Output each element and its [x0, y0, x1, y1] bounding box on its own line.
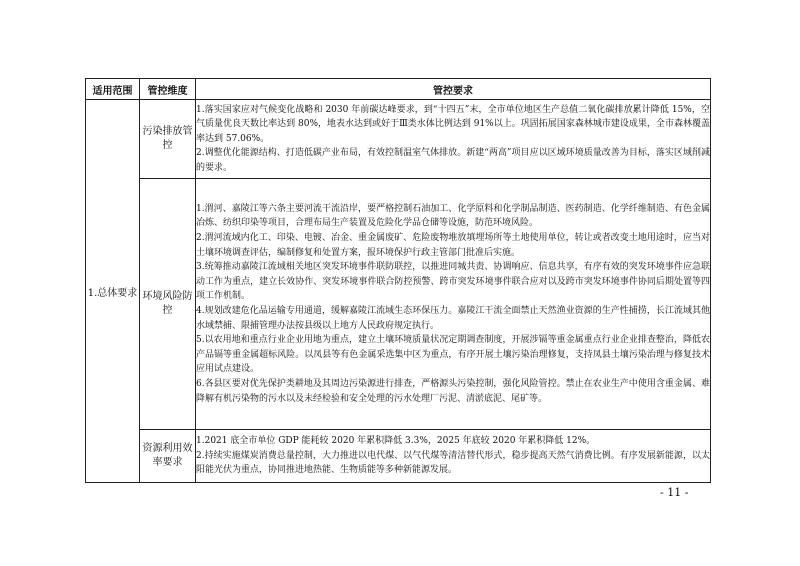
- dimension-cell: 资源利用效率要求: [140, 430, 196, 483]
- requirements-cell: [196, 179, 711, 430]
- requirement-item: 3.统筹推动嘉陵江流域相关地区突发环境事件联防联控，以推进同城共责、协调响应、信息共享，有序有效的突发环境事件应急联动工作为重点，建立长效协作、突发环境事件联合防控预警、跨市突发环境事件联合应对以及跨市突发环境事件协同后期处置等四项工作机制。: [196, 262, 710, 302]
- table-row: [86, 100, 711, 179]
- requirement-item: 4.规划改建危化品运输专用通道，缓解嘉陵江流域生态环保压力。嘉陵江干流全面禁止天然渔业资源的生产性捕捞，长江流域其他水域禁捕、限捕管理办法按县级以上地方人民政府规定执行。: [196, 306, 710, 331]
- requirement-item: 6.各县区要对优先保护类耕地及其周边污染源进行排查，严格源头污染控制，强化风险管控。禁止在农业生产中使用含重金属、难降解有机污染物的污水以及未经检验和安全处理的污水处理厂污泥、清淤底泥、尾矿等。: [196, 378, 710, 404]
- header-dimension: 管控维度: [140, 79, 196, 100]
- header-scope: 适用范围: [86, 79, 140, 100]
- dimension-cell: 环境风险防控: [140, 179, 196, 430]
- requirement-item: 2.调整优化能源结构、打造低碳产业布局，有效控制温室气体排放。新建“两高”项目应以区域环境质量改善为目标，落实区域削减的要求。: [196, 148, 710, 173]
- header-requirements: 管控要求: [196, 79, 711, 100]
- page-number: - 11 -: [660, 486, 689, 499]
- requirement-item: 2.渭河流域内化工、印染、电镀、冶金、重金属废矿、危险废物堆放填埋场所等土地使用单位，转让或者改变土地用途时，应当对土壤环境调查评估，编制修复和处置方案，报环境保护行政主管部门批准后实施。: [196, 233, 710, 258]
- requirement-item: 1.渭河、嘉陵江等六条主要河流干流沿岸，要严格控制石油加工、化学原料和化学制品制造、医药制造、化学纤维制造、有色金属冶炼、纺织印染等项目，合理布局生产装置及危险化学品仓储等设施，防范环境风险。: [196, 203, 710, 229]
- requirements-cell: [196, 100, 711, 179]
- requirement-item: 1.2021 底全市单位 GDP 能耗较 2020 年累积降低 3.3%，2025 年底较 2020 年累积降低 12%。: [196, 436, 596, 447]
- requirements-table: [85, 78, 711, 483]
- table-row: [86, 430, 711, 483]
- requirement-item: 5.以农用地和重点行业企业用地为重点，建立土壤环境质量状况定期调查制度，开展涉镉等重金属重点行业企业排查整治，降低农产品镉等重金属超标风险。以凤县等有色金属采选集中区为重点，有序开展土壤污染治理修复，支持凤县土壤污染治理与修复技术应用试点建设。: [196, 335, 710, 375]
- scope-cell: 1.总体要求: [86, 100, 140, 483]
- requirement-item: 1.落实国家应对气候变化战略和 2030 年前碳达峰要求，到“十四五”末，全市单位地区生产总值二氧化碳排放累计降低 15%，空气质量优良天数比率达到 80%，地表水达到或好于Ⅲ类水体比例达到 91%以上。巩固拓展国家森林城市建设成果，全市森林覆盖率达到 57.06%。: [196, 104, 710, 144]
- requirements-cell: [196, 430, 711, 483]
- dimension-cell: 污染排放管控: [140, 100, 196, 179]
- table-header-row: [86, 79, 711, 100]
- requirement-item: 2.持续实施煤炭消费总量控制，大力推进以电代煤、以气代煤等清洁替代形式，稳步提高天然气消费比例。有序发展新能源，以太阳能光伏为重点，协同推进地热能、生物质能等多种新能源发展。: [196, 450, 710, 476]
- table-row: [86, 179, 711, 430]
